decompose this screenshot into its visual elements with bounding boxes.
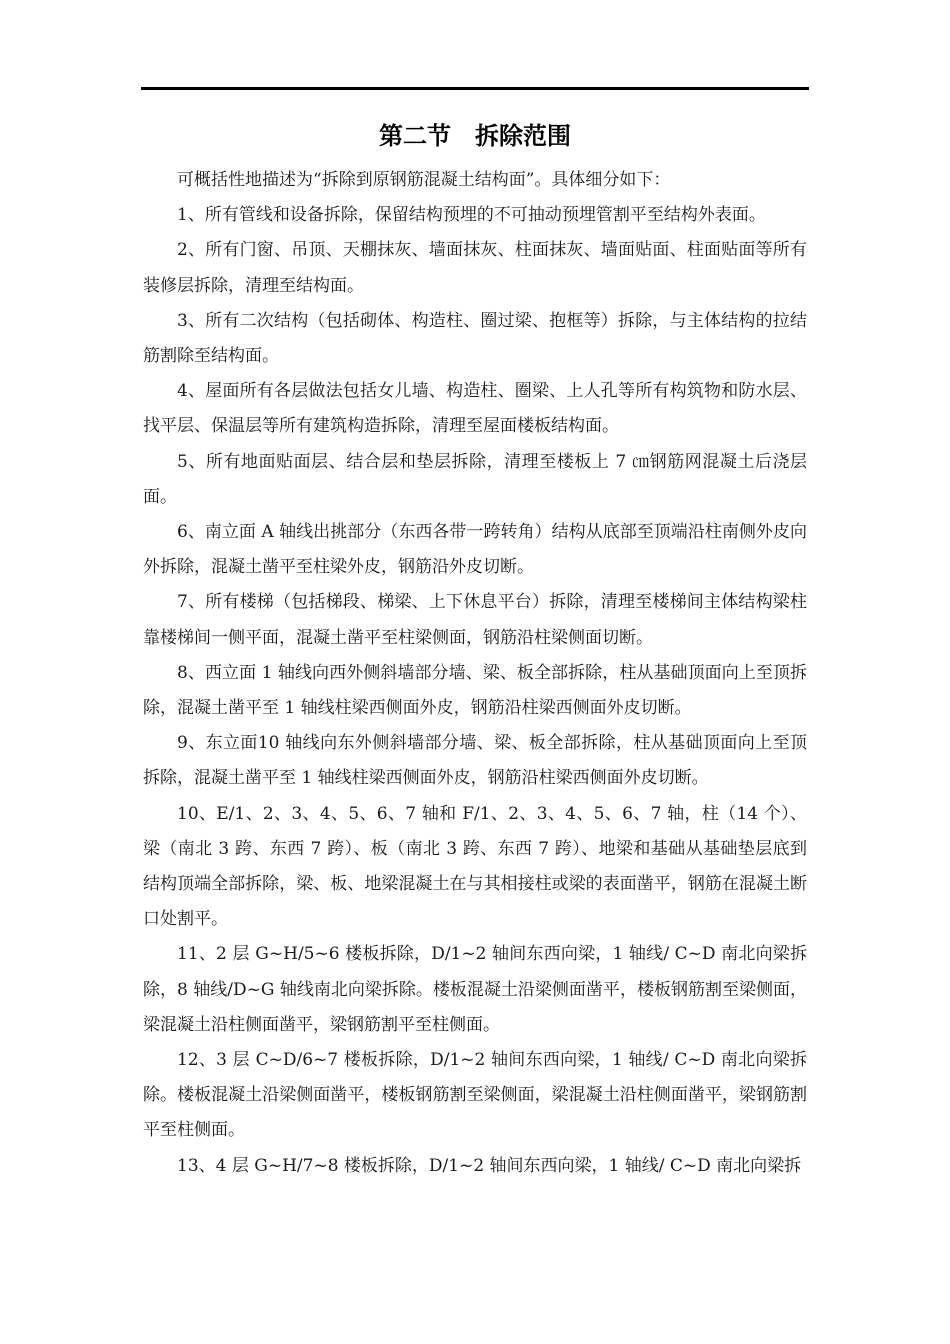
header-rule xyxy=(141,87,809,90)
item-9: 9、东立面10 轴线向东外侧斜墙部分墙、梁、板全部拆除，柱从基础顶面向上至顶拆除，混凝土凿平至 1 轴线柱梁西侧面外皮，钢筋沿柱梁西侧面外皮切断。 xyxy=(143,733,807,789)
item-4: 4、屋面所有各层做法包括女儿墙、构造柱、圈梁、上人孔等所有构筑物和防水层、找平层、保温层等所有建筑构造拆除，清理至屋面楼板结构面。 xyxy=(143,381,807,437)
item-7: 7、所有楼梯（包括梯段、梯梁、上下休息平台）拆除，清理至楼梯间主体结构梁柱靠楼梯间一侧平面，混凝土凿平至柱梁侧面，钢筋沿柱梁侧面切断。 xyxy=(143,592,807,648)
item-13: 13、4 层 G~H/7~8 楼板拆除，D/1~2 轴间东西向梁，1 轴线/ C~D 南北向梁拆 xyxy=(177,1155,802,1176)
item-5: 5、所有地面贴面层、结合层和垫层拆除，清理至楼板上 7 ㎝钢筋网混凝土后浇层面。 xyxy=(143,451,807,507)
item-11: 11、2 层 G~H/5~6 楼板拆除，D/1~2 轴间东西向梁，1 轴线/ C~D 南北向梁拆除，8 轴线/D~G 轴线南北向梁拆除。楼板混凝土沿梁侧面凿平，楼板钢筋割至梁侧面，梁混凝土沿柱侧面凿平，梁钢筋割平至柱侧面。 xyxy=(143,944,807,1035)
item-12: 12、3 层 C~D/6~7 楼板拆除，D/1~2 轴间东西向梁，1 轴线/ C~D 南北向梁拆除。楼板混凝土沿梁侧面凿平，楼板钢筋割至梁侧面，梁混凝土沿柱侧面凿平，梁钢筋割平至柱侧面。 xyxy=(143,1050,807,1141)
item-10: 10、E/1、2、3、4、5、6、7 轴和 F/1、2、3、4、5、6、7 轴，柱（14 个）、梁（南北 3 跨、东西 7 跨）、板（南北 3 跨、东西 7 跨）、地梁和基础从基础垫层底到结构顶端全部拆除，梁、板、地梁混凝土在与其相接柱或梁的表面凿平，钢筋在混凝土断口处割平。 xyxy=(143,803,807,930)
section-title: 第二节 拆除范围 xyxy=(379,122,571,150)
item-6: 6、南立面 A 轴线出挑部分（东西各带一跨转角）结构从底部至顶端沿柱南侧外皮向外拆除，混凝土凿平至柱梁外皮，钢筋沿外皮切断。 xyxy=(143,522,807,578)
item-3: 3、所有二次结构（包括砌体、构造柱、圈过梁、抱框等）拆除，与主体结构的拉结筋割除至结构面。 xyxy=(143,310,807,367)
item-8: 8、西立面 1 轴线向西外侧斜墙部分墙、梁、板全部拆除，柱从基础顶面向上至顶拆除，混凝土凿平至 1 轴线柱梁西侧面外皮，钢筋沿柱梁西侧面外皮切断。 xyxy=(143,662,807,719)
item-2: 2、所有门窗、吊顶、天棚抹灰、墙面抹灰、柱面抹灰、墙面贴面、柱面贴面等所有装修层拆除，清理至结构面。 xyxy=(143,240,807,296)
item-1: 1、所有管线和设备拆除，保留结构预埋的不可抽动预埋管割平至结构外表面。 xyxy=(177,205,766,226)
document-body xyxy=(143,163,807,1184)
intro-paragraph: 可概括性地描述为“拆除到原钢筋混凝土结构面”。具体细分如下： xyxy=(177,170,671,190)
